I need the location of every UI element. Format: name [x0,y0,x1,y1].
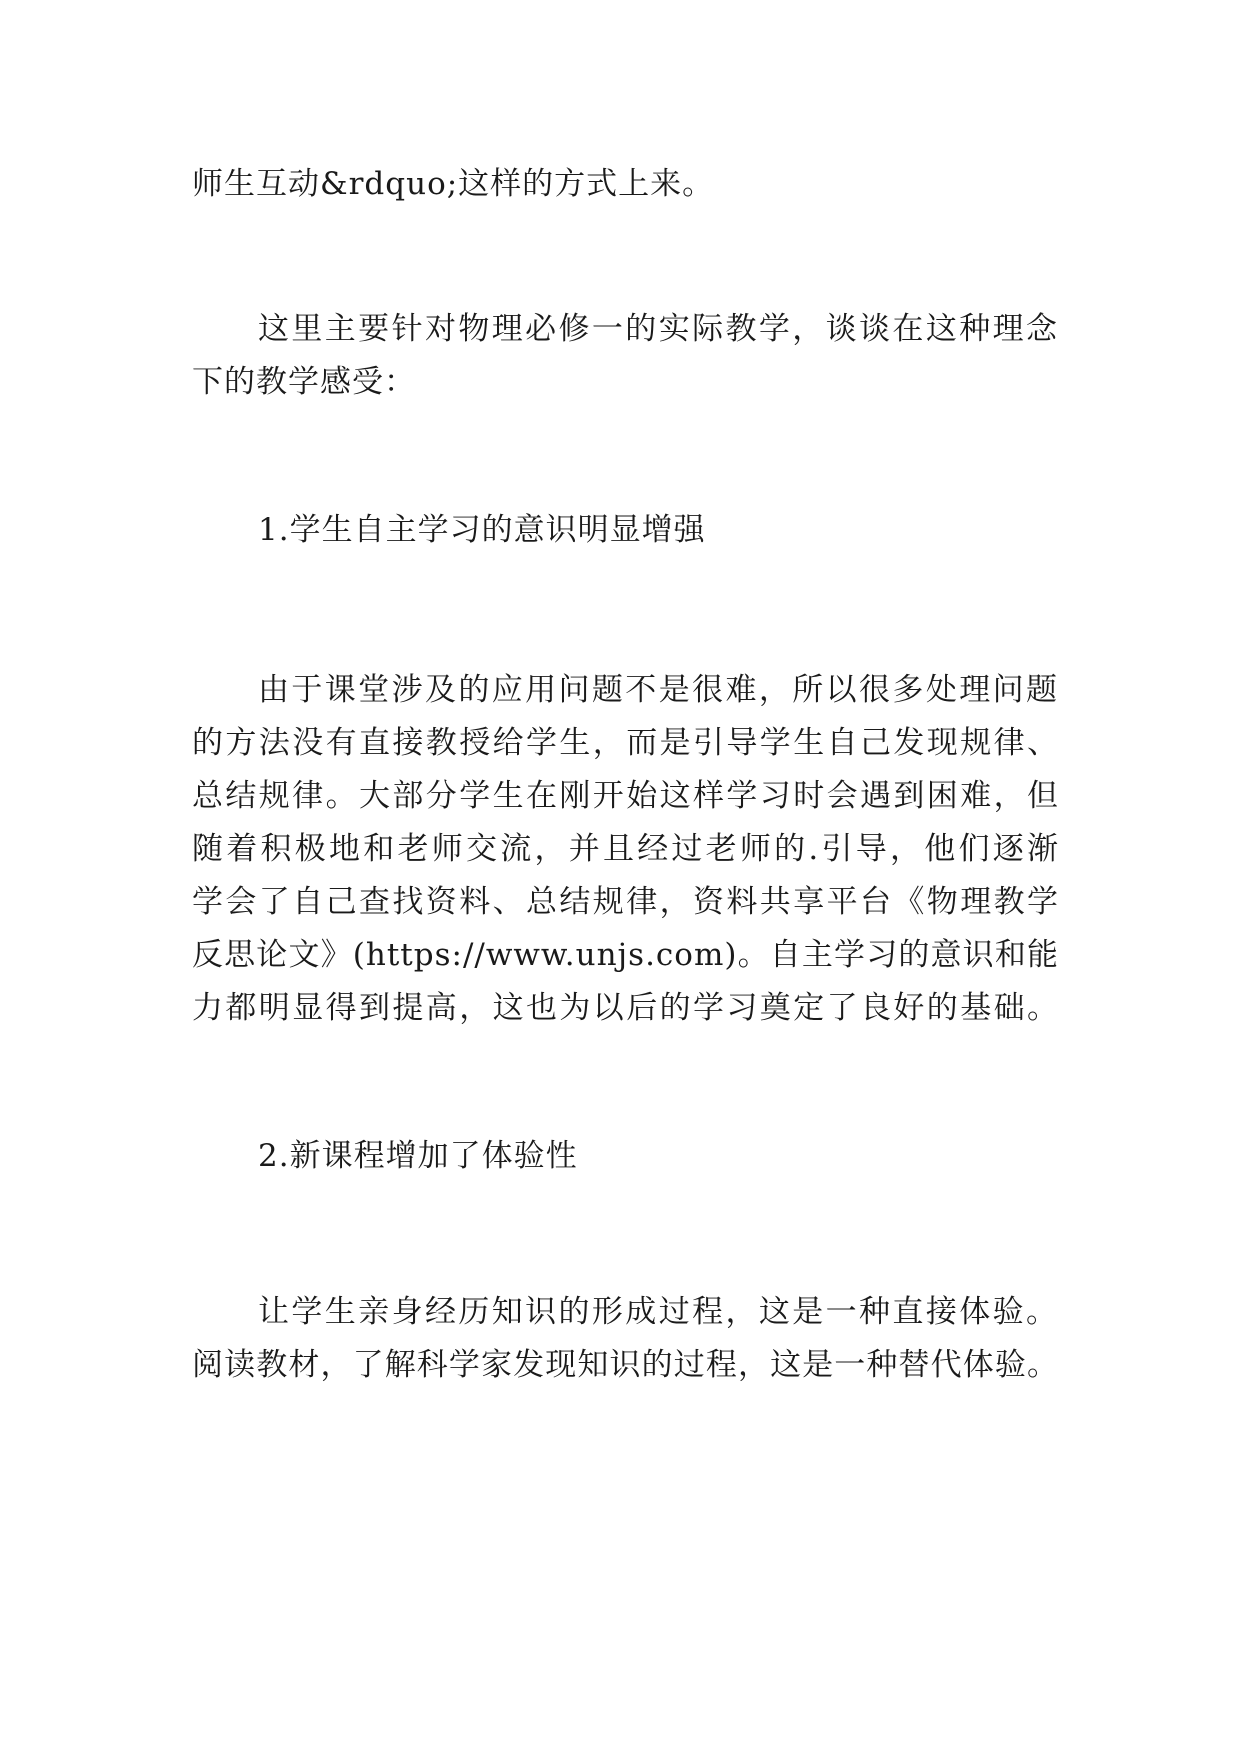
paragraph-line: 下的教学感受： [192,364,416,400]
paragraph-line: 反思论文》(https://www.unjs.com)。自主学习的意识和能 [192,937,1059,973]
paragraph-line: 的方法没有直接教授给学生，而是引导学生自己发现规律、 [192,725,1059,761]
section-heading: 2.新课程增加了体验性 [258,1138,578,1174]
paragraph-line: 这里主要针对物理必修一的实际教学，谈谈在这种理念 [258,311,1058,347]
paragraph-line: 由于课堂涉及的应用问题不是很难，所以很多处理问题 [258,672,1058,708]
paragraph-line: 学会了自己查找资料、总结规律，资料共享平台《物理教学 [192,884,1059,920]
section-heading: 1.学生自主学习的意识明显增强 [258,512,706,548]
paragraph-line: 总结规律。大部分学生在刚开始这样学习时会遇到困难，但 [192,778,1059,814]
paragraph-line: 让学生亲身经历知识的形成过程，这是一种直接体验。 [258,1294,1058,1330]
paragraph-line: 阅读教材，了解科学家发现知识的过程，这是一种替代体验。 [192,1347,1059,1383]
paragraph-line: 力都明显得到提高，这也为以后的学习奠定了良好的基础。 [192,990,1059,1026]
paragraph-line: 师生互动&rdquo;这样的方式上来。 [192,166,715,202]
paragraph-line: 随着积极地和老师交流，并且经过老师的.引导，他们逐渐 [192,831,1059,867]
